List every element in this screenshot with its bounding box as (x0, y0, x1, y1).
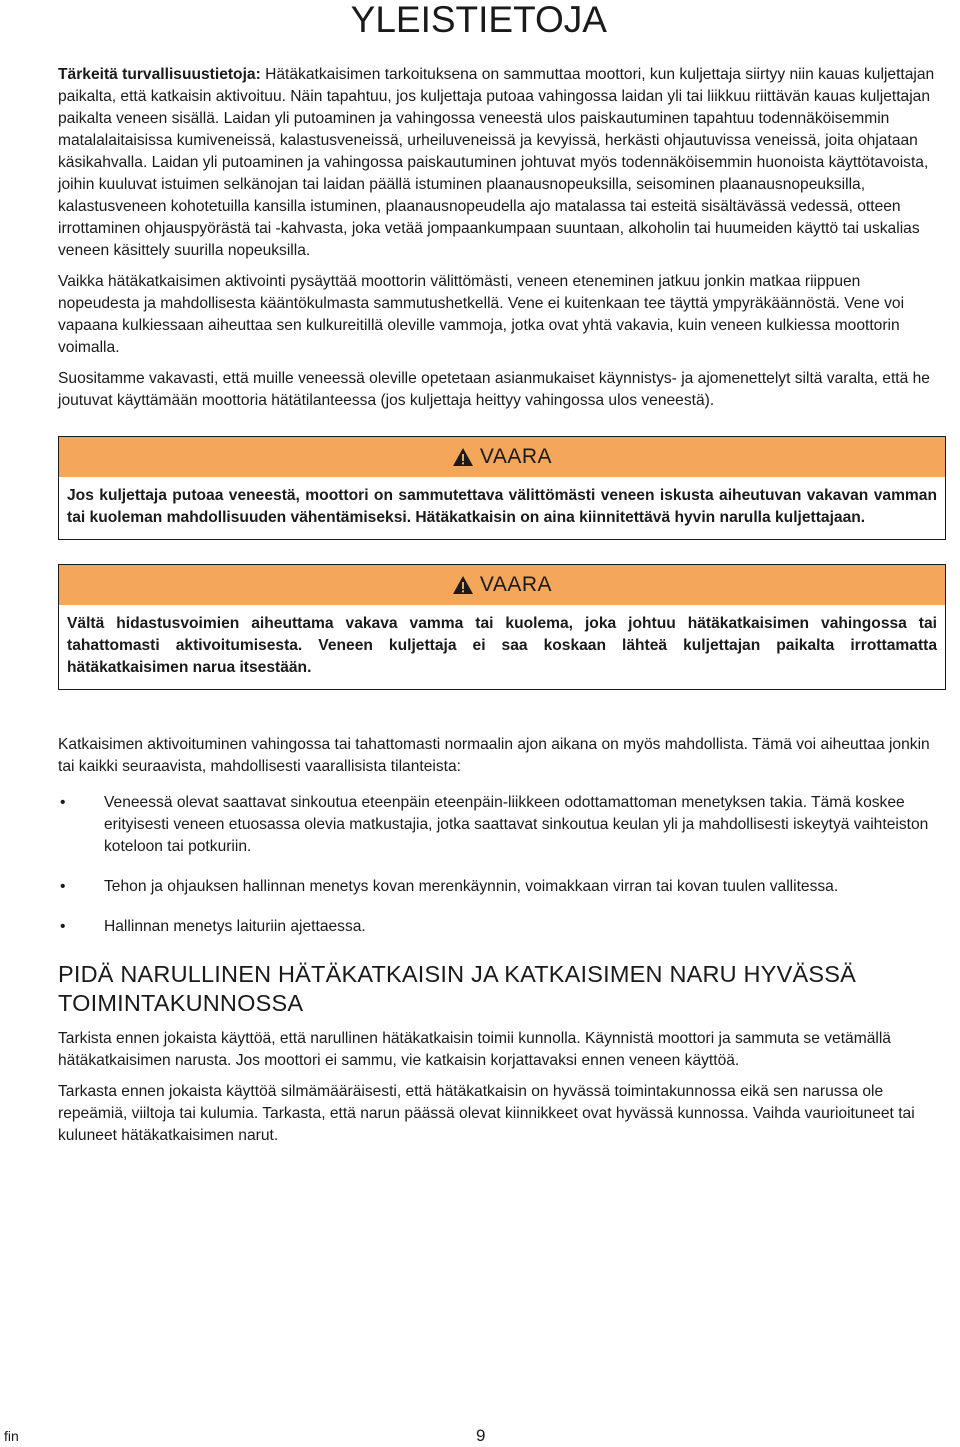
bullet-icon: • (60, 918, 66, 935)
paragraph-inspect: Tarkasta ennen jokaista käyttöä silmämääräisesti, että hätäkatkaisin on hyvässä toimintakunnossa eikä sen narussa ole repeämiä, viiltoja tai kulumia. Tarkasta, että narun päässä olevat kiinnikkeet ovat hyvässä kunnossa. Vaihda vaurioituneet tai kuluneet hätäkatkaisimen narut. (58, 1083, 915, 1144)
paragraph-recommendation: Suositamme vakavasti, että muille veneessä oleville opetetaan asianmukaiset käynnistys- ja ajomenettelyt siltä varalta, että he joutuvat käyttämään moottoria hätätilanteessa (jos kuljettaja heittyy vahingossa ulos veneestä). (58, 370, 930, 409)
warning-label: VAARA (479, 573, 553, 596)
list-item (58, 792, 946, 858)
list-item (58, 876, 946, 898)
warning-header (59, 437, 945, 477)
bullet-icon: • (60, 878, 66, 895)
hazard-list (58, 792, 946, 938)
footer-language: fin (4, 1428, 19, 1444)
warning-label: VAARA (479, 445, 553, 468)
warning-triangle-icon (452, 447, 474, 467)
bullet-icon: • (60, 794, 66, 811)
warning-box-1 (58, 436, 946, 540)
warning-text: Jos kuljettaja putoaa veneestä, moottori on sammutettava välittömästi veneen iskusta aiheutuvan vakavan vamman tai kuoleman mahdollisuuden vähentämiseksi. Hätäkatkaisin on aina kiinnitettävä hyvin narulla kuljettajaan. (67, 487, 937, 526)
paragraph-stopping: Vaikka hätäkatkaisimen aktivointi pysäyttää moottorin välittömästi, veneen eteneminen jatkuu jonkin matkaa riippuen nopeudesta ja mahdollisesta kääntökulmasta sammutushetkellä. Vene ei kuitenkaan tee täyttä ympyräkäännöstä. Vene voi vapaana kulkiessaan aiheuttaa sen kulkureitillä oleville vammoja, jotka ovat yhtä vakavia, kuin veneen kulkiessa moottorin voimalla. (58, 273, 905, 356)
intro-text: Hätäkatkaisimen tarkoituksena on sammuttaa moottori, kun kuljettaja siirtyy niin kauas kuljettajan paikalta, että katkaisin aktivoituu. Näin tapahtuu, jos kuljettaja putoaa vahingossa laidan yli tai liikkuu riittävän kauas kuljettajan paikalta veneen sisällä. Laidan yli putoaminen ja vahingossa veneestä ulos paiskautuminen tapahtuu todennäköisemmin matalalaitaisissa kumiveneissä, kalastusveneissä, urheiluveneissä ja kevyissä, herkästi ohjautuvissa veneissä, joita ohjataan käsikahvalla. Laidan yli putoaminen ja vahingossa paiskautuminen johtuvat myös todennäköisemmin huonoista käyttötavoista, joihin kuuluvat istuimen selkänojan tai laidan päällä istuminen plaanausnopeuksilla, seisominen plaanausnopeuksilla, kalastusveneen kohotetuilla kansilla istuminen, plaanausnopeudella ajo matalassa tai esteitä sisältävässä vedessä, otteen irrottaminen ohjauspyörästä tai -kahvasta, joka vetää jompaankumpaan suuntaan, alkoholin tai huumeiden käyttö tai uskalias veneen käsittely suurilla nopeuksilla. (58, 66, 935, 259)
warning-triangle-icon (452, 575, 474, 595)
warning-box-2 (58, 564, 946, 690)
page-content (58, 64, 946, 1156)
intro-label: Tärkeitä turvallisuustietoja: (58, 66, 261, 83)
warning-text: Vältä hidastusvoimien aiheuttama vakava vamma tai kuolema, joka johtuu hätäkatkaisimen vahingossa tai tahattomasti aktivoitumisesta. Veneen kuljettaja ei saa koskaan lähteä kuljettajan paikalta irrottamatta hätäkatkaisimen narua itsestään. (67, 615, 937, 676)
list-item-text: Veneessä olevat saattavat sinkoutua eteenpäin eteenpäin-liikkeen odottamattoman menetyksen takia. Tämä koskee erityisesti veneen etuosassa olevia matkustajia, jotka saattavat sinkoutua keulan yli ja mahdollisesti iskeytyä vaihteiston koteloon tai potkuriin. (104, 794, 929, 855)
list-item-text: Tehon ja ohjauksen hallinnan menetys kovan merenkäynnin, voimakkaan virran tai kovan tuulen vallitessa. (104, 878, 839, 895)
warning-header (59, 565, 945, 605)
paragraph-accidental-activation: Katkaisimen aktivoituminen vahingossa tai tahattomasti normaalin ajon aikana on myös mahdollista. Tämä voi aiheuttaa jonkin tai kaikki seuraavista, mahdollisesti vaarallisista tilanteista: (58, 736, 930, 775)
page-number: 9 (476, 1426, 486, 1445)
section-heading: PIDÄ NARULLINEN HÄTÄKATKAISIN JA KATKAISIMEN NARU HYVÄSSÄ TOIMINTAKUNNOSSA (58, 961, 856, 1016)
page-title: YLEISTIETOJA (350, 0, 607, 40)
list-item (58, 916, 946, 938)
list-item-text: Hallinnan menetys laituriin ajettaessa. (104, 918, 366, 935)
paragraph-check: Tarkista ennen jokaista käyttöä, että narullinen hätäkatkaisin toimii kunnolla. Käynnistä moottori ja sammuta se vetämällä hätäkatkaisimen narusta. Jos moottori ei sammu, vie katkaisin korjattavaksi ennen veneen käyttöä. (58, 1030, 891, 1069)
intro-paragraph (58, 64, 946, 262)
